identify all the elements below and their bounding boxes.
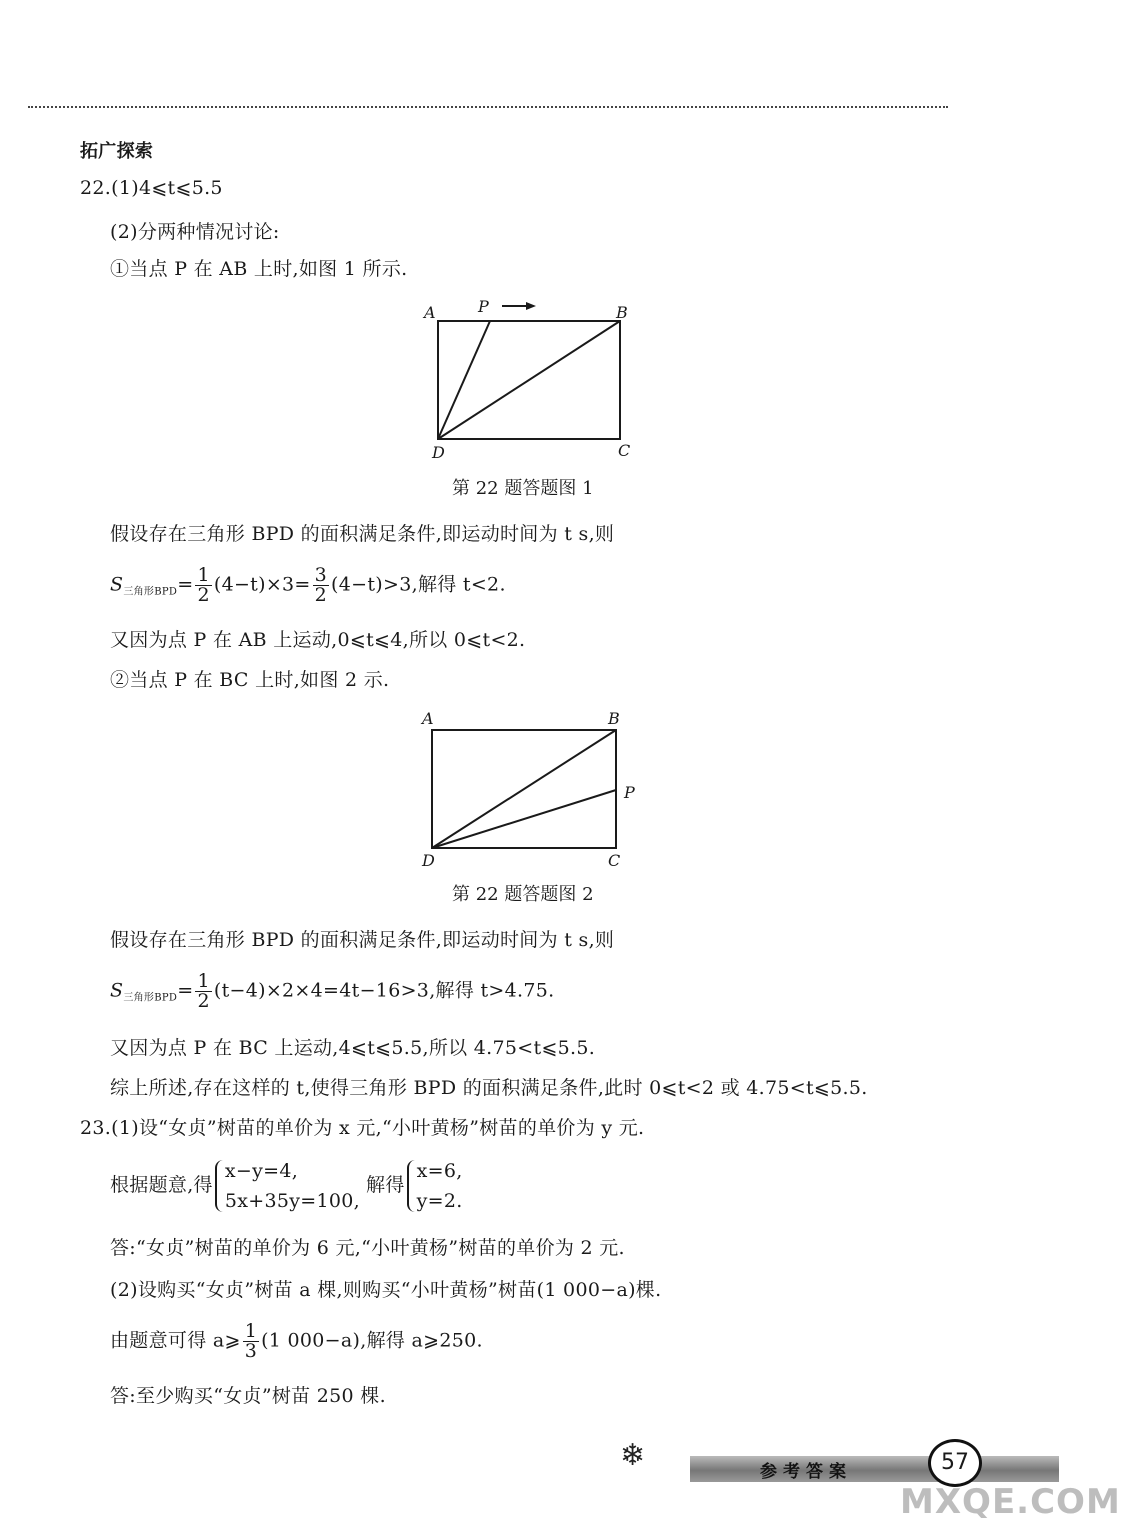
snowflake-decoration-icon: ❄ (620, 1438, 646, 1473)
q22-area-formula-2 (110, 972, 554, 1011)
motion-arrow-icon (526, 302, 536, 310)
segment-db (438, 321, 620, 439)
fraction-three-halves (313, 566, 329, 605)
q22-assume2: 假设存在三角形 BPD 的面积满足条件,即运动时间为 t s,则 (110, 929, 615, 951)
q22-part1 (80, 176, 223, 200)
area-symbol: S (110, 573, 124, 596)
segment-db (432, 730, 616, 848)
denominator: 2 (314, 584, 328, 606)
page-number: 57 (928, 1439, 982, 1487)
q22-part2: (2)分两种情况讨论: (110, 221, 280, 243)
q22-part1-text: (1)4⩽t⩽5.5 (111, 177, 223, 199)
formula-middle: (4−t)×3= (213, 573, 311, 596)
q23-answer2: 答:至少购买“女贞”树苗 250 棵. (110, 1385, 386, 1407)
equals-sign: = (177, 979, 194, 1002)
q23-inequality (110, 1322, 483, 1361)
fig2-label-a: A (422, 709, 434, 728)
fig2-label-b: B (608, 709, 620, 728)
system-given (215, 1156, 360, 1216)
q23-equation-system (110, 1156, 463, 1216)
system-middle: 解得 (366, 1174, 405, 1196)
inequality-prefix: 由题意可得 a⩾ (110, 1329, 241, 1352)
fig2-label-d: D (422, 851, 435, 870)
denominator: 3 (244, 1340, 258, 1362)
denominator: 2 (197, 584, 210, 606)
q22-conclusion: 综上所述,存在这样的 t,使得三角形 BPD 的面积满足条件,此时 0⩽t<2 或 4.75<t⩽5.5. (110, 1077, 868, 1099)
system-equation-2: 5x+35y=100, (224, 1190, 361, 1212)
q23-part2: (2)设购买“女贞”树苗 a 棵,则购买“小叶黄杨”树苗(1 000−a)棵. (110, 1279, 662, 1301)
q23-part1-text: (1)设“女贞”树苗的单价为 x 元,“小叶黄杨”树苗的单价为 y 元. (111, 1117, 645, 1139)
system-prefix: 根据题意,得 (110, 1174, 213, 1196)
fraction-one-half (195, 566, 211, 605)
fraction-one-third (243, 1322, 259, 1361)
brace-icon (215, 1160, 225, 1212)
segment-dp (432, 790, 616, 848)
fig2-label-c: C (608, 851, 621, 870)
fig1-label-a: A (424, 303, 436, 322)
fig1-label-c: C (618, 441, 631, 460)
system-solution (407, 1156, 463, 1216)
figure-1-rectangle (420, 296, 640, 466)
brace-icon (407, 1160, 417, 1212)
watermark: MXQE.COM (900, 1482, 1121, 1522)
q22-range2: 又因为点 P 在 BC 上运动,4⩽t⩽5.5,所以 4.75<t⩽5.5. (110, 1037, 596, 1059)
q22-case1: ①当点 P 在 AB 上时,如图 1 所示. (110, 258, 408, 280)
q22-assume1: 假设存在三角形 BPD 的面积满足条件,即运动时间为 t s,则 (110, 523, 615, 545)
area-symbol: S (110, 979, 124, 1002)
denominator: 2 (197, 990, 210, 1012)
q22-range1: 又因为点 P 在 AB 上运动,0⩽t⩽4,所以 0⩽t<2. (110, 629, 526, 651)
q23-part1 (80, 1116, 644, 1140)
figure-1-caption: 第 22 题答题图 1 (452, 478, 594, 499)
footer-label: 参考答案 (760, 1462, 852, 1482)
fig1-label-d: D (432, 443, 445, 462)
formula-tail: (t−4)×2×4=4t−16>3,解得 t>4.75. (213, 979, 555, 1002)
numerator: 3 (314, 564, 328, 586)
solution-equation-1: x=6, (416, 1160, 463, 1182)
q23-number: 23. (80, 1117, 112, 1139)
q22-area-formula-1 (110, 566, 506, 605)
q22-number: 22. (80, 177, 112, 199)
q23-answer1: 答:“女贞”树苗的单价为 6 元,“小叶黄杨”树苗的单价为 2 元. (110, 1237, 625, 1259)
numerator: 1 (244, 1320, 258, 1342)
figure-2-caption: 第 22 题答题图 2 (452, 884, 594, 905)
numerator: 1 (197, 970, 210, 992)
system-equation-1: x−y=4, (224, 1160, 299, 1182)
fig1-label-b: B (616, 303, 628, 322)
q22-case2: ②当点 P 在 BC 上时,如图 2 示. (110, 669, 390, 691)
section-title: 拓广探索 (80, 141, 154, 162)
fig1-label-p: P (478, 297, 489, 316)
inequality-tail: (1 000−a),解得 a⩾250. (261, 1329, 483, 1352)
area-subscript: 三角形BPD (123, 992, 178, 1004)
dotted-divider (28, 106, 948, 108)
figure-2-rectangle (418, 708, 648, 874)
equals-sign: = (177, 573, 194, 596)
fraction-one-half (195, 972, 211, 1011)
fig2-label-p: P (624, 783, 635, 802)
formula-tail: (4−t)>3,解得 t<2. (331, 573, 506, 596)
solution-equation-2: y=2. (416, 1190, 463, 1212)
area-subscript: 三角形BPD (123, 586, 178, 598)
numerator: 1 (197, 564, 210, 586)
footer-band (690, 1456, 1059, 1482)
